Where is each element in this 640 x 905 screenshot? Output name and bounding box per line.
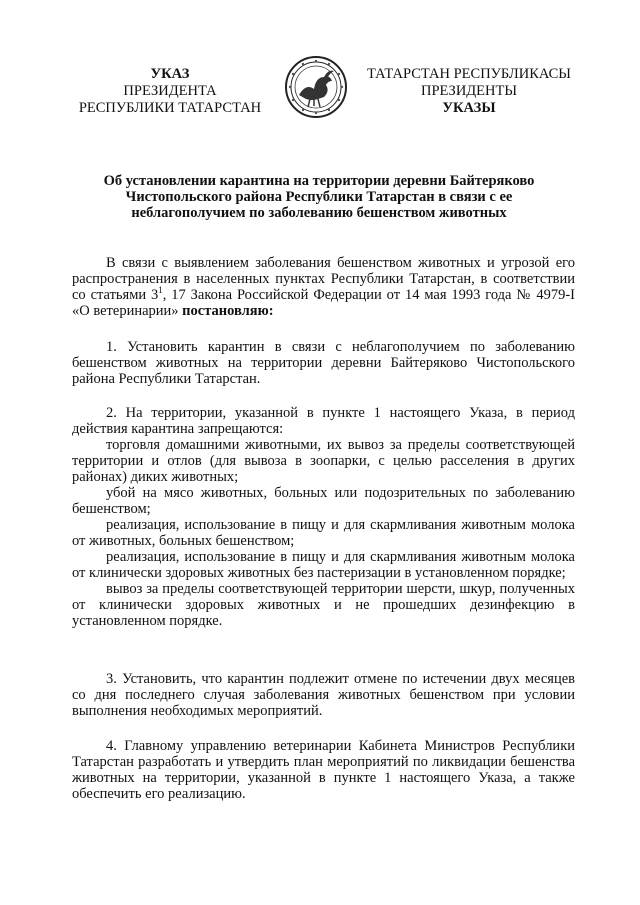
header-left: [60, 66, 280, 117]
item-2-list-item: торговля домашними животными, их вывоз за пределы соответствующей территории и отлов (для вывоза в зоопарки, с целью расселения в других районах) диких животных;: [72, 437, 575, 485]
preamble-text2: , 17 Закона Российской Федерации от 14 мая 1993 года № 4979-I «О ветеринарии»: [72, 287, 575, 319]
item-2-text: 2. На территории, указанной в пункте 1 настоящего Указа, в период действия карантина запрещаются:: [72, 405, 575, 437]
header-right-line2: ПРЕЗИДЕНТЫ: [420, 83, 518, 99]
item-2-list-item: убой на мясо животных, больных или подозрительных по заболеванию бешенством;: [72, 485, 575, 517]
header-left-line1: УКАЗ: [150, 66, 190, 82]
preamble-superscript: 1: [158, 285, 163, 296]
item-3-paragraph: [72, 671, 575, 719]
item-1-text: 1. Установить карантин в связи с неблагополучием по заболеванию бешенством животных на территории деревни Байтеряково Чистопольского района Республики Татарстан.: [72, 339, 575, 387]
preamble-paragraph: [72, 255, 575, 319]
document-title: [95, 173, 543, 221]
header-left-line3: РЕСПУБЛИКИ ТАТАРСТАН: [78, 100, 262, 116]
header-left-line2: ПРЕЗИДЕНТА: [123, 83, 217, 99]
preamble-resolve: постановляю:: [182, 303, 274, 319]
title-line1: Об установлении карантина на территории деревни Байтеряково: [103, 173, 535, 189]
title-line2: Чистопольского района Республики Татарстан в связи с ее: [125, 189, 513, 205]
item-2-block: [72, 405, 575, 629]
item-2-list-item: вывоз за пределы соответствующей территории шерсти, шкур, полученных от клинически здоровых животных и не прошедших дезинфекцию в установленном порядке.: [72, 581, 575, 629]
item-4-paragraph: [72, 738, 575, 802]
item-2-list-item: реализация, использование в пищу и для скармливания животным молока от клинически здоровых животных без пастеризации в установленном порядке;: [72, 549, 575, 581]
item-3-text: 3. Установить, что карантин подлежит отмене по истечении двух месяцев со дня последнего случая заболевания животных бешенством при условии выполнения необходимых мероприятий.: [72, 671, 575, 719]
title-line3: неблагополучием по заболеванию бешенством животных: [131, 205, 507, 221]
header-right-line3: УКАЗЫ: [442, 100, 496, 116]
item-2-list-item: реализация, использование в пищу и для скармливания животным молока от животных, больных бешенством;: [72, 517, 575, 549]
preamble-text1: В связи с выявлением заболевания бешенством животных и угрозой его распространения в населенных пунктах Республики Татарстан, в соответствии со статьями 3: [72, 255, 575, 303]
header-right: [350, 66, 588, 117]
item-4-text: 4. Главному управлению ветеринарии Кабинета Министров Республики Татарстан разработать и утвердить план мероприятий по ликвидации бешенства животных на территории, указанной в пункте 1 настоящего Указа, а также обеспечить его реализацию.: [72, 738, 575, 802]
tatarstan-coat-of-arms-icon: [284, 55, 348, 119]
header-right-line1: ТАТАРСТАН РЕСПУБЛИКАСЫ: [367, 66, 571, 82]
item-1-paragraph: [72, 339, 575, 387]
